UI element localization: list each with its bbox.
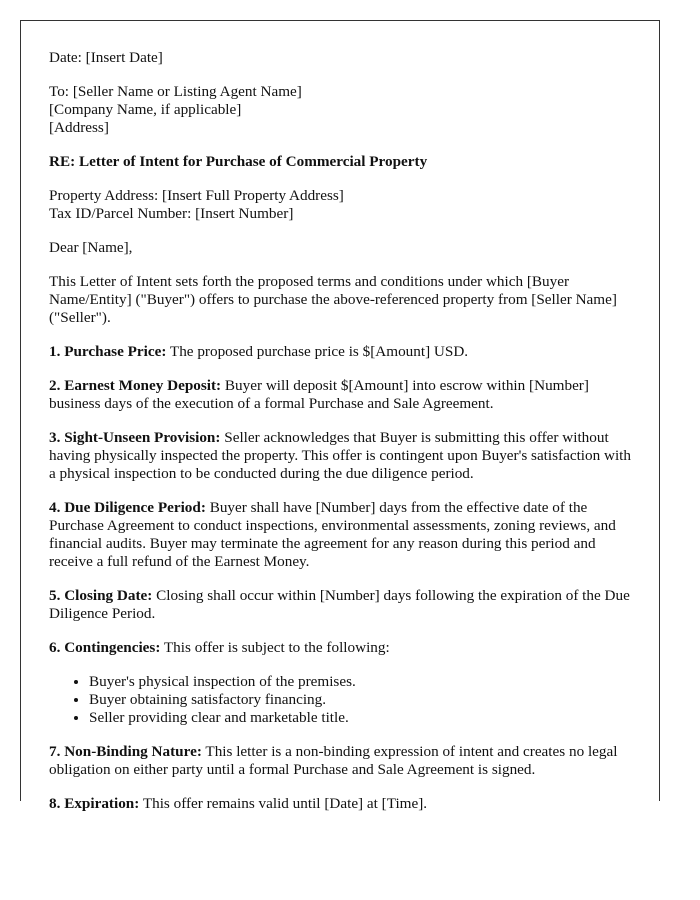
section-heading: 6. Contingencies: <box>49 639 161 656</box>
section-heading: 1. Purchase Price: <box>49 343 167 360</box>
intro-paragraph: This Letter of Intent sets forth the proposed terms and conditions under which [Buyer Name/Entity] ("Buyer") offers to purchase the above-referenced property from [Seller Name] ("Seller"). <box>49 273 617 326</box>
section-body: Buyer will deposit $[Amount] into escrow within [Number] business days of the execution of a formal Purchase and Sale Agreement. <box>49 377 589 412</box>
section-body: Seller acknowledges that Buyer is submitting this offer without having physically inspected the property. This offer is contingent upon Buyer's satisfaction with a physical inspection to be conducted during the due diligence period. <box>49 429 631 482</box>
section-heading: 5. Closing Date: <box>49 587 153 604</box>
property-tax-id: Tax ID/Parcel Number: [Insert Number] <box>49 205 294 222</box>
property-address: Property Address: [Insert Full Property Address] <box>49 187 344 204</box>
section-expiration <box>49 795 639 813</box>
section-purchase-price <box>49 343 639 361</box>
section-closing-date <box>49 587 639 623</box>
property-block <box>49 187 639 223</box>
section-heading: 4. Due Diligence Period: <box>49 499 206 516</box>
section-non-binding <box>49 743 639 779</box>
section-body: This offer remains valid until [Date] at [Time]. <box>139 795 428 812</box>
section-heading: 2. Earnest Money Deposit: <box>49 377 222 394</box>
date-line: Date: [Insert Date] <box>49 49 163 66</box>
recipient-to: To: [Seller Name or Listing Agent Name] <box>49 83 302 100</box>
section-sight-unseen <box>49 429 639 483</box>
section-body: This offer is subject to the following: <box>160 639 390 656</box>
section-body: Buyer shall have [Number] days from the effective date of the Purchase Agreement to conduct inspections, environmental assessments, zoning reviews, and financial audits. Buyer may terminate the agreement for any reason during this period and receive a full refund of the Earnest Money. <box>49 499 616 570</box>
letter-content <box>49 49 639 829</box>
recipient-company: [Company Name, if applicable] <box>49 101 242 118</box>
subject-line <box>49 153 639 171</box>
list-item: • Buyer's physical inspection of the premises. <box>89 673 639 691</box>
list-item: • Buyer obtaining satisfactory financing. <box>89 691 639 709</box>
section-heading: 8. Expiration: <box>49 795 140 812</box>
section-earnest-money <box>49 377 639 413</box>
section-heading: 3. Sight-Unseen Provision: <box>49 429 221 446</box>
letter-page <box>20 20 660 812</box>
contingencies-list <box>49 673 639 727</box>
section-heading: 7. Non-Binding Nature: <box>49 743 202 760</box>
section-body: The proposed purchase price is $[Amount] USD. <box>166 343 469 360</box>
list-item: • Seller providing clear and marketable title. <box>89 709 639 727</box>
recipient-address: [Address] <box>49 119 109 136</box>
section-body: This letter is a non-binding expression of intent and creates no legal obligation on either party until a formal Purchase and Sale Agreement is signed. <box>49 743 618 778</box>
section-contingencies <box>49 639 639 657</box>
subject-text: RE: Letter of Intent for Purchase of Commercial Property <box>49 153 428 170</box>
recipient-block <box>49 83 639 137</box>
section-body: Closing shall occur within [Number] days following the expiration of the Due Diligence Period. <box>49 587 630 622</box>
section-due-diligence <box>49 499 639 571</box>
salutation: Dear [Name], <box>49 239 133 256</box>
